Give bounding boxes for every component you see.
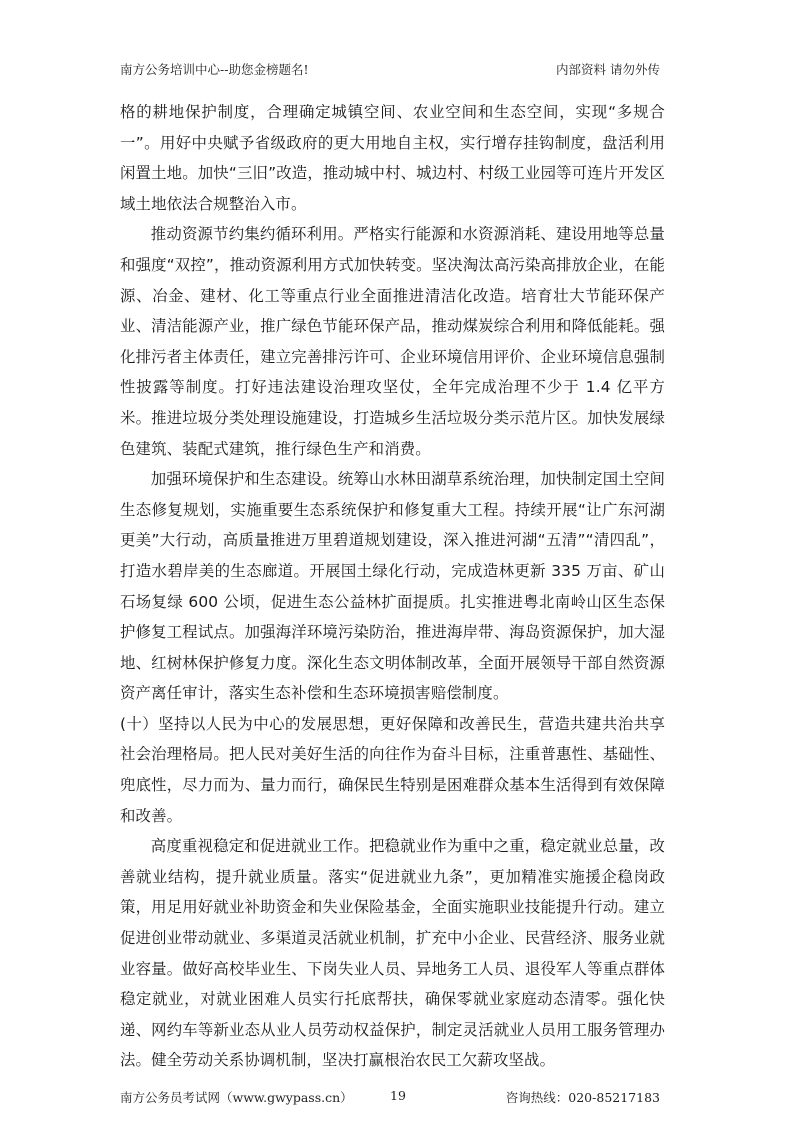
page-number: 19	[390, 1088, 406, 1103]
header-left-text: 南方公务培训中心--助您金榜题名!	[120, 62, 309, 77]
footer-right-text: 咨询热线：020-85217183	[505, 1090, 660, 1105]
page-footer	[120, 1088, 660, 1106]
header-right-text: 内部资料 请勿外传	[556, 62, 660, 77]
paragraph-resource-saving: 推动资源节约集约循环利用。严格实行能源和水资源消耗、建设用地等总量和强度“双控”，推动资源利用方式加快转变。坚决淘汰高污染高排放企业，在能源、冶金、建材、化工等重点行业全面推进清洁化改造。培育壮大节能环保产业、清洁能源产业，推广绿色节能环保产品，推动煤炭综合利用和降低能耗。强化排污者主体责任，建立完善排污许可、企业环境信用评价、企业环境信息强制性披露等制度。打好违法建设治理攻坚仗，全年完成治理不少于 1.4 亿平方米。推进垃圾分类处理设施建设，打造城乡生活垃圾分类示范片区。加快发展绿色建筑、装配式建筑，推行绿色生产和消费。	[120, 225, 665, 458]
paragraph-employment: 高度重视稳定和促进就业工作。把稳就业作为重中之重，稳定就业总量，改善就业结构，提升就业质量。落实“促进就业九条”，更加精准实施援企稳岗政策，用足用好就业补助资金和失业保险基金，全面实施职业技能提升行动。建立促进创业带动就业、多渠道灵活就业机制，扩充中小企业、民营经济、服务业就业容量。做好高校毕业生、下岗失业人员、异地务工人员、退役军人等重点群体稳定就业，对就业困难人员实行托底帮扶，确保零就业家庭动态清零。强化快递、网约车等新业态从业人员劳动权益保护，制定灵活就业人员用工服务管理办法。健全劳动关系协调机制，坚决打赢根治农民工欠薪攻坚战。	[120, 837, 665, 1070]
paragraph-continued: 格的耕地保护制度，合理确定城镇空间、农业空间和生态空间，实现“多规合一”。用好中央赋予省级政府的更大用地自主权，实行增存挂钩制度，盘活利用闲置土地。加快“三旧”改造，推动城中村、城边村、村级工业园等可连片开发区域土地依法合规整治入市。	[120, 103, 665, 213]
section-heading-ten: (十）坚持以人民为中心的发展思想，更好保障和改善民生，营造共建共治共享社会治理格局。把人民对美好生活的向往作为奋斗目标，注重普惠性、基础性、兜底性，尽力而为、量力而行，确保民生特别是困难群众基本生活得到有效保障和改善。	[120, 714, 665, 825]
paragraph-environment-protection: 加强环境保护和生态建设。统筹山水林田湖草系统治理，加快制定国土空间生态修复规划，实施重要生态系统保护和修复重大工程。持续开展“让广东河湖更美”大行动，高质量推进万里碧道规划建设，深入推进河湖“五清”“清四乱”，打造水碧岸美的生态廊道。开展国土绿化行动，完成造林更新 335 万亩、矿山石场复绿 600 公顷，促进生态公益林扩面提质。扎实推进粤北南岭山区生态保护修复工程试点。加强海洋环境污染防治，推进海岸带、海岛资源保护，加大湿地、红树林保护修复力度。深化生态文明体制改革，全面开展领导干部自然资源资产离任审计，落实生态补偿和生态环境损害赔偿制度。	[120, 470, 665, 703]
document-body	[120, 97, 665, 1076]
footer-left-text: 南方公务员考试网（www.gwypass.cn）	[120, 1090, 353, 1105]
page-header	[120, 60, 660, 78]
